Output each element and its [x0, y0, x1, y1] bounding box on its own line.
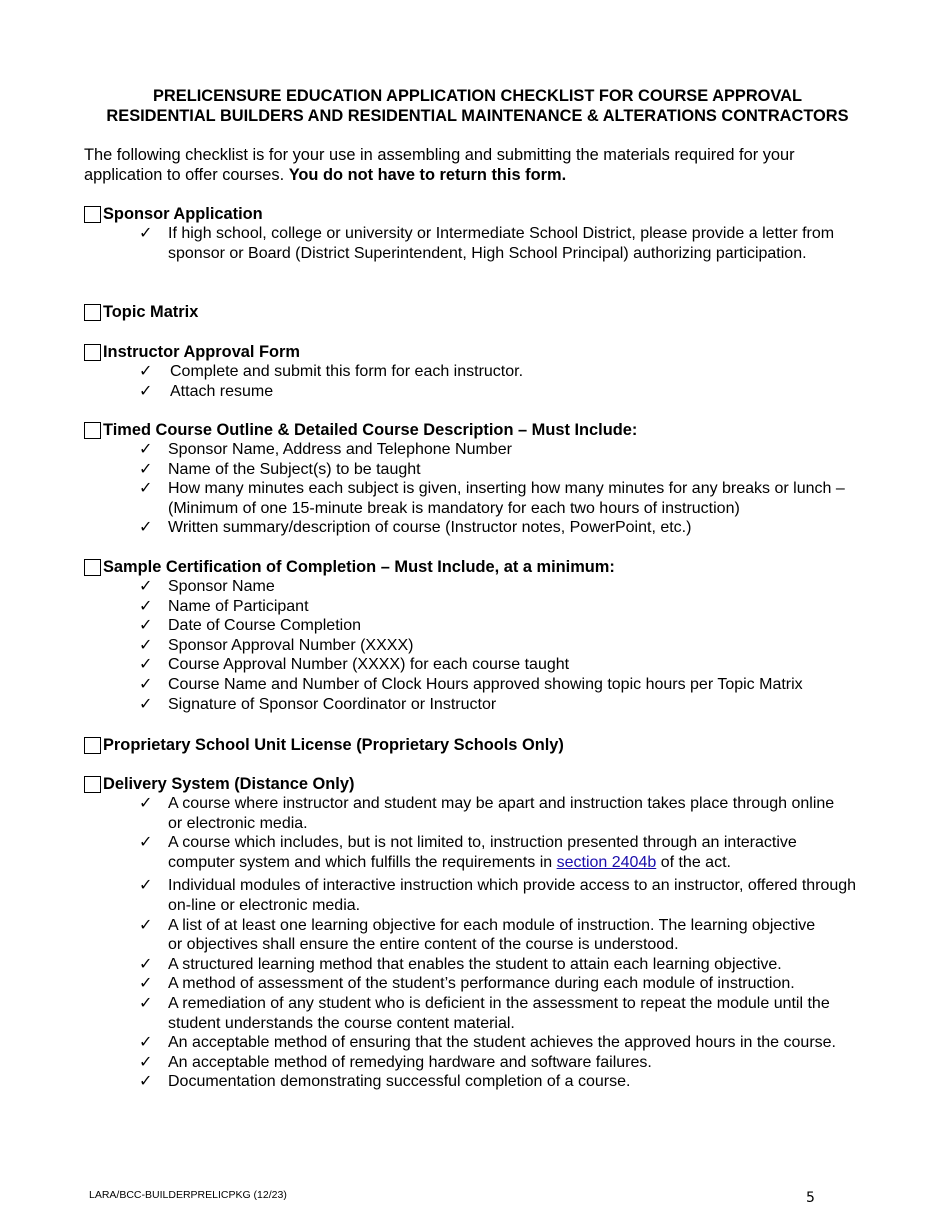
check-icon: ✓ [139, 916, 153, 934]
list-item: ✓ How many minutes each subject is given, inserting how many minutes for any breaks or lunch – (Minimum of one 15-minute break is mandatory for each two hours of instruction) [139, 480, 845, 517]
check-icon: ✓ [139, 795, 153, 812]
list-item: ✓ Attach resume [139, 382, 274, 400]
checkbox-sponsor-application[interactable] [84, 206, 101, 223]
section-heading: Instructor Approval Form [103, 343, 301, 361]
footer-form-id: LARA/BCC-BUILDERPRELICPKG (12/23) [89, 1189, 287, 1201]
check-icon: ✓ [139, 955, 153, 973]
check-icon: ✓ [139, 656, 153, 674]
intro-text: The following checklist is for your use in assembling and submitting the materials required for your application to offer courses. [84, 146, 795, 184]
check-icon: ✓ [139, 597, 153, 615]
list-item: ✓ Individual modules of interactive instruction which provide access to an instructor, offered through on-line or electronic media. [139, 877, 857, 914]
check-icon: ✓ [139, 834, 153, 852]
list-item: ✓ Sponsor Name [139, 578, 275, 595]
list-item: ✓ Written summary/description of course (Instructor notes, PowerPoint, etc.) [139, 519, 692, 537]
check-icon: ✓ [139, 877, 153, 895]
list-item: ✓ A method of assessment of the student’s performance during each module of instruction. [139, 975, 795, 993]
check-icon: ✓ [139, 975, 153, 993]
section-proprietary-license [84, 735, 884, 755]
list-item: ✓ Complete and submit this form for each instructor. [139, 363, 524, 380]
list-item: ✓ Date of Course Completion [139, 617, 361, 635]
check-icon: ✓ [139, 441, 153, 458]
section-heading: Topic Matrix [103, 303, 199, 321]
list-item: ✓ A course which includes, but is not limited to, instruction presented through an interactive computer system and which fulfills the requirements in section 2404b of the act. [139, 834, 797, 871]
list-item: ✓ Course Name and Number of Clock Hours approved showing topic hours per Topic Matrix [139, 675, 803, 693]
check-icon: ✓ [139, 1053, 153, 1071]
checkbox-topic-matrix[interactable] [84, 304, 101, 321]
section-heading: Delivery System (Distance Only) [103, 775, 355, 793]
list-item: ✓ A list of at least one learning objective for each module of instruction. The learning objective or objectives shall ensure the entire content of the course is understood. [139, 916, 816, 954]
title-line-2: RESIDENTIAL BUILDERS AND RESIDENTIAL MAINTENANCE & ALTERATIONS CONTRACTORS [106, 107, 849, 125]
check-icon: ✓ [139, 460, 153, 478]
checkbox-proprietary-license[interactable] [84, 737, 101, 754]
list-item: ✓ Sponsor Name, Address and Telephone Number [139, 441, 512, 458]
list-item: ✓ Course Approval Number (XXXX) for each course taught [139, 656, 570, 674]
check-icon: ✓ [139, 1073, 153, 1091]
section-2404b-link[interactable]: section 2404b [556, 853, 657, 871]
check-icon: ✓ [139, 1034, 153, 1052]
intro-bold-note: You do not have to return this form. [288, 166, 567, 184]
section-sample-certification [84, 557, 884, 714]
check-icon: ✓ [139, 994, 153, 1012]
section-course-outline [84, 420, 884, 538]
page-number: 5 [806, 1190, 815, 1206]
page-title [60, 86, 895, 126]
list-item: ✓ Name of Participant [139, 597, 309, 615]
list-item: ✓ A course where instructor and student may be apart and instruction takes place through online or electronic media. [139, 795, 835, 832]
check-icon: ✓ [139, 675, 153, 693]
checkbox-course-outline[interactable] [84, 422, 101, 439]
section-heading: Sample Certification of Completion – Must Include, at a minimum: [103, 558, 615, 576]
intro-paragraph [84, 145, 874, 185]
section-heading: Timed Course Outline & Detailed Course Description – Must Include: [103, 421, 638, 439]
checkbox-delivery-system[interactable] [84, 776, 101, 793]
list-item: ✓ Sponsor Approval Number (XXXX) [139, 636, 414, 654]
check-icon: ✓ [139, 617, 153, 635]
section-topic-matrix [84, 302, 884, 322]
section-delivery-system [84, 774, 884, 1092]
check-icon: ✓ [139, 578, 153, 595]
check-icon: ✓ [139, 519, 153, 537]
checkbox-sample-certification[interactable] [84, 559, 101, 576]
check-icon: ✓ [139, 636, 153, 654]
section-heading: Proprietary School Unit License (Proprietary Schools Only) [103, 736, 564, 754]
section-heading: Sponsor Application [103, 205, 263, 223]
list-item: ✓ An acceptable method of ensuring that the student achieves the approved hours in the course. [139, 1034, 836, 1052]
title-line-1: PRELICENSURE EDUCATION APPLICATION CHECKLIST FOR COURSE APPROVAL [153, 87, 802, 105]
section-instructor-approval [84, 342, 884, 401]
list-item: ✓ A remediation of any student who is deficient in the assessment to repeat the module until the student understands the course content material. [139, 994, 830, 1032]
check-icon: ✓ [139, 363, 153, 380]
list-item: ✓ Name of the Subject(s) to be taught [139, 460, 421, 478]
list-item: ✓ If high school, college or university or Intermediate School District, please provide a letter from sponsor or Board (District Superintendent, High School Principal) authorizing participation. [139, 225, 835, 262]
list-item: ✓ Documentation demonstrating successful completion of a course. [139, 1073, 631, 1091]
check-icon: ✓ [139, 225, 153, 242]
list-item: ✓ An acceptable method of remedying hardware and software failures. [139, 1053, 652, 1071]
section-sponsor-application [84, 204, 884, 263]
list-item: ✓ Signature of Sponsor Coordinator or Instructor [139, 695, 497, 713]
check-icon: ✓ [139, 480, 153, 498]
check-icon: ✓ [139, 382, 153, 400]
list-item: ✓ A structured learning method that enables the student to attain each learning objective. [139, 955, 782, 973]
check-icon: ✓ [139, 695, 153, 713]
checkbox-instructor-approval[interactable] [84, 344, 101, 361]
